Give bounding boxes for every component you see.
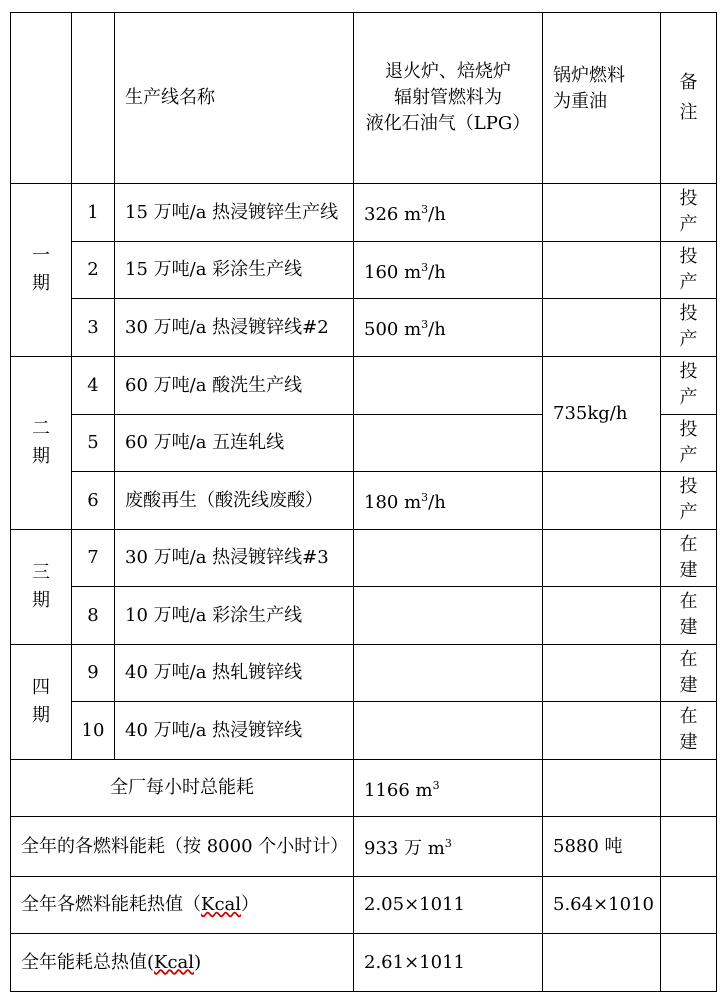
row-oil — [543, 530, 661, 587]
phase-cell: 三 期 — [11, 530, 72, 645]
header-phase-cell — [11, 13, 72, 184]
row-no: 10 — [72, 702, 115, 760]
table-row — [11, 299, 717, 357]
row-no: 1 — [72, 184, 115, 242]
hourly-total-oil — [543, 760, 661, 817]
row-name: 30 万吨/a 热浸镀锌线#3 — [115, 530, 354, 587]
row-note: 投 产 — [660, 472, 716, 530]
fuel-consumption-table — [10, 12, 717, 992]
row-name: 30 万吨/a 热浸镀锌线#2 — [115, 299, 354, 357]
phase-cell: 四 期 — [11, 645, 72, 760]
table-row — [11, 184, 717, 242]
table-row — [11, 530, 717, 587]
row-note: 投 产 — [660, 242, 716, 299]
row-oil — [543, 702, 661, 760]
row-no: 9 — [72, 645, 115, 702]
row-lpg — [354, 357, 543, 415]
row-note: 投 产 — [660, 415, 716, 472]
row-no: 4 — [72, 357, 115, 415]
row-oil: 735kg/h — [543, 357, 661, 472]
row-name: 废酸再生（酸洗线废酸） — [115, 472, 354, 530]
row-name: 60 万吨/a 五连轧线 — [115, 415, 354, 472]
row-lpg — [354, 587, 543, 645]
row-name: 40 万吨/a 热浸镀锌线 — [115, 702, 354, 760]
row-name: 15 万吨/a 热浸镀锌生产线 — [115, 184, 354, 242]
row-oil — [543, 184, 661, 242]
annual-lpg-value: 933 万 $m^3$ — [354, 817, 543, 877]
phase-cell: 一 期 — [11, 184, 72, 357]
row-name: 10 万吨/a 彩涂生产线 — [115, 587, 354, 645]
row-lpg — [354, 645, 543, 702]
annual-consumption-label: 全年的各燃料能耗（按 8000 个小时计） — [11, 817, 354, 877]
hourly-total-label: 全厂每小时总能耗 — [11, 760, 354, 817]
row-note: 在 建 — [660, 530, 716, 587]
hourly-total-value: 1166 $m^3$ — [354, 760, 543, 817]
total-heat-label: 全年能耗总热值(Kcal) — [11, 934, 354, 992]
row-note: 投 产 — [660, 184, 716, 242]
row-lpg: 500 $m^3/h$ — [354, 299, 543, 357]
annual-heat-note — [660, 877, 716, 934]
row-no: 6 — [72, 472, 115, 530]
row-lpg: 326 $m^3/h$ — [354, 184, 543, 242]
row-note: 投 产 — [660, 299, 716, 357]
header-no-cell — [72, 13, 115, 184]
header-oil: 锅炉燃料 为重油 — [543, 13, 661, 184]
hourly-total-row — [11, 760, 717, 817]
row-oil — [543, 645, 661, 702]
header-row — [11, 13, 717, 184]
row-note: 在 建 — [660, 645, 716, 702]
table-row — [11, 645, 717, 702]
table-row — [11, 242, 717, 299]
row-name: 40 万吨/a 热轧镀锌线 — [115, 645, 354, 702]
row-no: 7 — [72, 530, 115, 587]
annual-oil-value: 5880 吨 — [543, 817, 661, 877]
annual-heat-label: 全年各燃料能耗热值（Kcal） — [11, 877, 354, 934]
row-no: 3 — [72, 299, 115, 357]
row-oil — [543, 587, 661, 645]
row-lpg: 180 $m^3/h$ — [354, 472, 543, 530]
table-row — [11, 357, 717, 415]
header-name: 生产线名称 — [115, 13, 354, 184]
row-oil — [543, 299, 661, 357]
hourly-total-note — [660, 760, 716, 817]
row-lpg: 160 $m^3/h$ — [354, 242, 543, 299]
row-no: 2 — [72, 242, 115, 299]
header-note: 备 注 — [660, 13, 716, 184]
row-lpg — [354, 415, 543, 472]
row-note: 在 建 — [660, 702, 716, 760]
annual-heat-lpg: 2.05×1011 — [354, 877, 543, 934]
table-row — [11, 587, 717, 645]
total-heat-value: 2.61×1011 — [354, 934, 543, 992]
row-oil — [543, 472, 661, 530]
phase-cell: 二 期 — [11, 357, 72, 530]
annual-note — [660, 817, 716, 877]
annual-heat-row — [11, 877, 717, 934]
annual-heat-oil: 5.64×1010 — [543, 877, 661, 934]
table-row — [11, 472, 717, 530]
row-lpg — [354, 530, 543, 587]
table-row — [11, 702, 717, 760]
row-no: 8 — [72, 587, 115, 645]
total-heat-row — [11, 934, 717, 992]
annual-consumption-row — [11, 817, 717, 877]
header-lpg: 退火炉、焙烧炉 辐射管燃料为 液化石油气（LPG） — [354, 13, 543, 184]
row-name: 60 万吨/a 酸洗生产线 — [115, 357, 354, 415]
row-no: 5 — [72, 415, 115, 472]
row-name: 15 万吨/a 彩涂生产线 — [115, 242, 354, 299]
row-lpg — [354, 702, 543, 760]
row-oil — [543, 242, 661, 299]
row-note: 投 产 — [660, 357, 716, 415]
total-heat-oil — [543, 934, 661, 992]
row-note: 在 建 — [660, 587, 716, 645]
total-heat-note — [660, 934, 716, 992]
